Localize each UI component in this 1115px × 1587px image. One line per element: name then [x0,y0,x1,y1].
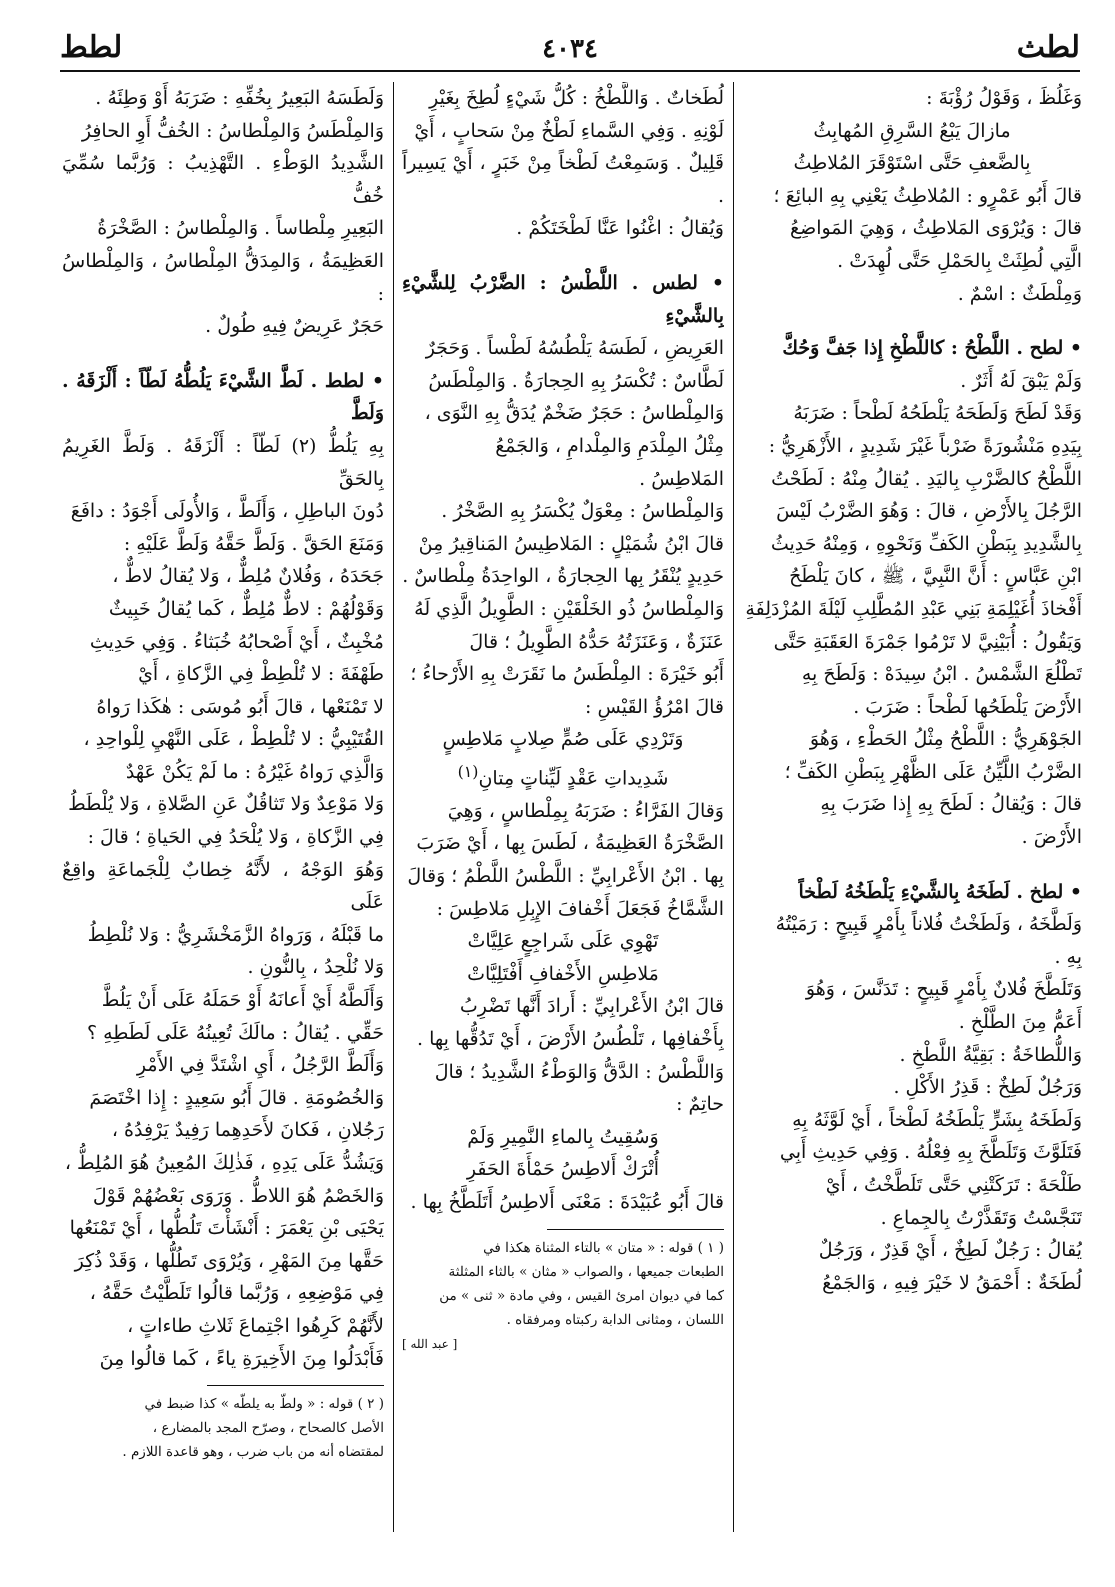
text-line: قالَ ابْنُ الأَعْرابِيِّ : أَرادَ أَنَّها تَضْرِبُ [459,995,724,1018]
text-line: بِهِ يَلُطُّ (٢) لَطّاً : أَلْزَقَهُ . وَلَطَّ الغَرِيمُ بِالحَقِّ [62,434,384,490]
page-number: ٤٠٣٤ [542,34,598,64]
text-line: وَقالَ الفَرَّاءُ : ضَرَبَهُ بِمِلْطاسٍ ، وَهِيَ [447,799,724,822]
footnote-line: اللسان ، ومثانى الدابة ركبتاه ومرفقاه . [506,1311,724,1328]
verse-line: تَهْوِي عَلَى شَراجِعٍ عَلِيَّاتْ [467,930,659,953]
column-right [742,82,1082,1532]
text-line: العَظِيمَةُ ، وَالمِدَقُّ المِلْطاسُ ، وَالمِلْطاسُ : [62,249,384,305]
column-divider [393,82,394,1532]
footnote-line: الطبعات جميعها ، والصواب « مثان » بالثاء المثلثة [448,1263,724,1280]
verse-line [402,756,724,795]
text-line: يُقالُ : رَجُلٌ لَطِخٌ ، أَيْ قَذِرٌ ، وَرَجُلٌ [818,1239,1082,1262]
text-line: دُونَ الباطِلِ ، وَأَلَطَّ ، وَالأُولَى أَجْوَدُ : دافَعَ [70,500,384,523]
text-line: أَفْخاذَ أُغَيْلِمَةِ بَنِي عَبْدِ المُطَّلِبِ لَيْلَةَ المُزْدَلِفَةِ [745,597,1082,620]
text-line: وَمِلْطَثٌ : اسْمٌ . [957,282,1082,305]
verse-text: شَدِيداتِ عَقْدٍ لَيِّناتٍ مِتانِ [478,767,669,790]
text-line: وَتَلَطَّخَ فُلانٌ بِأَمْرٍ قَبِيحٍ : تَدَنَّسَ ، وَهُوَ [805,978,1082,1001]
text-line: وَأَلَطَّهُ أَيْ أَعانَهُ أَوْ حَمَلَهُ عَلَى أَنْ يَلُطَّ [101,989,384,1012]
text-line: وَأَلَطَّ الرَّجُلُ ، أَيِ اشْتَدَّ فِي الأَمْرِ [136,1054,384,1077]
text-line: المَلاطِسُ . [639,467,724,490]
text-line: العَرِيضِ ، لَطَسَهُ يَلْطُسُهُ لَطْساً . وَحَجَرٌ [425,337,724,360]
text-line: القُتَيْبِيُّ : لا تُلْطِطْ ، عَلَى النَّهْيِ لِلْواحِدِ ، [83,728,384,751]
text-line: رَجُلانِ ، فَكانَ لأَحَدِهِما رَفِيدٌ يَرْفِدُهُ ، [111,1119,384,1142]
text-line: طَلْحَةَ : تَرَكَتْنِي حَتَّى تَلَطَّخْتُ ، أَيْ [825,1174,1082,1196]
footnote-divider [207,1385,384,1386]
text-line: بِها . ابْنُ الأَعْرابِيِّ : اللَّطْسُ اللَّطْمُ ؛ وَقالَ [407,864,724,887]
text-line: البَعِيرِ مِلْطاساً . وَالمِلْطاسُ : الصَّخْرَةُ [97,217,384,240]
text-line: وَلَمْ يَبْقَ لَهُ أَثَرٌ . [960,369,1082,392]
text-line: وَالمِلْطاسُ : حَجَرٌ ضَخْمٌ يُدَقُّ بِهِ النَّوَى ، [424,402,724,425]
text-line: وَمَنَعَ الحَقَّ . وَلَطَّ حَقَّهُ وَلَطَّ عَلَيْهِ : [123,532,384,555]
text-line: وَيَقُولُ : أُبَيْنِيَّ لا تَرْمُوا جَمْرَةَ العَقَبَةِ حَتَّى [773,630,1082,653]
text-line: وَقَوْلُهُمْ : لاطٌّ مُلِطٌّ ، كَما يُقالُ خَبِيثٌ [108,597,384,620]
text-line: بِهِ . [1054,945,1082,968]
text-line: الصَّخْرَةُ العَظِيمَةُ ، لَطَسَ بِها ، أَيْ ضَرَبَ [416,832,724,855]
footnote-line: ( ٢ ) قوله : « ولطّ به يلطّه » كذا ضبط في [144,1396,384,1413]
text-line: وَيَشُدُّ عَلَى يَدِهِ ، فَذٰلِكَ المُعِينُ هُوَ المُلِطُّ ، [64,1152,384,1174]
text-line: وَالمِلْطاسُ ذُو الخَلْقَيْنِ : الطَّوِيلُ الَّذِي لَهُ [414,597,724,620]
header-right-word: لطث [1016,30,1080,65]
entry-heading: • لطط . لَطَّ الشَّيْءَ يَلُطُّهُ لَطّاً : أَلْزَقَهُ . وَلَطَّ [62,369,384,425]
footnote-divider [547,1229,724,1230]
text-line: لا تَمْنَعْها ، قالَ أَبُو مُوسَى : هٰكَذا رَواهُ [96,695,384,718]
text-line: لُطَخَةٌ : أَحْمَقُ لا خَيْرَ فِيهِ ، وَالجَمْعُ [822,1271,1082,1294]
text-line: وَلا نُلْحِدُ ، بِالنُّونِ . [247,956,384,979]
text-line: مِثْلُ المِلْدَمِ وَالمِلْدامِ ، وَالجَمْعُ [495,434,724,457]
text-line: ما قَبْلَهُ ، وَرَواهُ الزَّمَخْشَرِيُّ : وَلا نُلْطِطُ [87,923,384,946]
column-left [62,82,384,1532]
text-line: قَلِيلٌ . وَسَمِعْتُ لَطْخاً مِنْ خَبَرٍ ، أَيْ يَسِيراً . [402,152,724,207]
text-line: الرَّجُلَ بِالأَرْضِ ، قالَ : وَهُوَ الضَّرْبُ لَيْسَ [776,500,1082,523]
entry-heading: • لطخ . لَطَخَهُ بِالشَّيْءِ يَلْطَخُهُ لَطْخاً [798,880,1082,903]
verse-line: مَلاطِسِ الأَخْفافِ أَفْتَلِيَّاتْ [467,962,659,985]
text-line: أَعَمُّ مِنَ الطَّلْخِ . [958,1011,1082,1034]
text-line: أَبُو خَيْرَةَ : المِلْطَسُ ما نَقَرَتْ بِهِ الأَرْحاءُ ؛ [410,663,724,686]
text-line: قالَ ابْنُ شُمَيْلٍ : المَلاطِيسُ المَناقِيرُ مِنْ [418,532,724,555]
text-line: حَدِيدٍ يُنْقَرُ بِها الحِجارَةُ ، الواحِدَةُ مِلْطاسٌ . [402,565,724,588]
text-line: الشَّمَّاخُ فَجَعَلَ أَخْفافَ الإِبِلِ مَلاطِسَ : [436,897,724,920]
text-line: الضَّرْبُ اللَّيِّنُ عَلَى الظَّهْرِ بِبَطْنِ الكَفِّ ؛ [784,760,1082,783]
text-line: بِالشَّدِيدِ بِبَطْنِ الكَفِّ وَنَحْوِهِ ، وَمِنْهُ حَدِيثُ [770,532,1082,555]
text-line: ابْنِ عَبَّاسٍ : أَنَّ النَّبِيَّ ، ﷺ ، كانَ يَلْطَحُ [789,565,1082,588]
text-line: طَهْفَةَ : لا تُلْطِطْ فِي الزَّكاةِ ، أَيْ [138,663,384,686]
text-line: فَأَبْدَلُوا مِنَ الأَخِيرَةِ ياءً ، كَما قالُوا مِنَ [99,1347,384,1370]
verse-line: أُتْرَكْ أَلاطِسُ حَمْأَةَ الحَفَرِ [466,1158,660,1181]
footnote-line: كما في ديوان امرئ القيس ، وفي مادة « ثنى » من [439,1287,724,1304]
text-line: وَهُوَ الوَجْهُ ، لأَنَّهُ خِطابٌ لِلْجَماعَةِ واقِعٌ عَلَى [62,858,384,914]
column-divider [733,82,734,1532]
text-line: حَجَرٌ عَرِيضٌ فِيهِ طُولٌ . [205,315,384,338]
text-line: وَغَلُظَ ، وَقَوْلُ رُؤْبَةَ : [926,87,1082,109]
text-line: وَلَطَخَهُ بِشَرٍّ يَلْطَخُهُ لَطْخاً ، أَيْ لَوَّثَهُ بِهِ [792,1108,1082,1131]
text-line: لأَنَّهُمْ كَرِهُوا اجْتِماعَ ثَلاثِ طاءاتٍ ، [127,1314,384,1337]
text-line: وَلَطَسَهُ البَعِيرُ بِخُفِّهِ : ضَرَبَهُ أَوْ وَطِئَهُ . [95,87,384,109]
text-line: وَالخُصُومَةِ . قالَ أَبُو سَعِيدٍ : إِذا اخْتَصَمَ [89,1086,384,1109]
text-line: تَطْلُعَ الشَّمْسُ . ابْنُ سِيدَهْ : وَلَطَحَ بِهِ [801,663,1082,686]
text-line: بِيَدِهِ مَنْشُورَةً ضَرْباً غَيْرَ شَدِيدٍ ، الأَزْهَرِيُّ : [768,434,1082,457]
text-line: حَقَّها مِنَ المَهْرِ ، وَيُرْوَى تَطُلُّها ، وَقَدْ ذُكِرَ [74,1249,384,1272]
verse-line: مازالَ يَبْعُ السَّرِقِ المُهابِثُ [813,119,1011,142]
footnote-line: ( ١ ) قوله : « متان » بالتاء المثناة هكذا في [483,1239,724,1256]
text-line: وَرَجُلٌ لَطِخٌ : قَذِرُ الأَكْلِ . [893,1076,1082,1099]
text-line: لَوْنِهِ . وَفِي السَّماءِ لَطْخٌ مِنْ سَحابٍ ، أَيْ [414,119,724,142]
entry-heading: • لطس . اللَّطْسُ : الضَّرْبُ لِلشَّيْءِ بِالشَّيْءِ [402,271,724,327]
text-line: وَالمِلْطَسُ وَالمِلْطاسُ : الخُفُّ أَوِ الحافِرُ [81,119,384,142]
text-line: حَقِّي . يُقالُ : مالَكَ تُعِينُهُ عَلَى لَطَطِهِ ؟ [86,1021,384,1044]
text-line: قالَ أَبُو عُبَيْدَةَ : مَعْنَى أَلاطِسُ أَتَلَطَّخُ بِها . [410,1190,724,1213]
text-line: يَحْيَى بْنِ يَعْمَرَ : أَنْشَأْتَ تَلُطُّها ، أَيْ تَمْنَعُها [69,1217,384,1240]
text-line: فِي مَوْضِعِهِ ، وَرُبَّما قالُوا تَلَطَّيْتُ حَقَّهُ ، [89,1282,384,1305]
text-line: قالَ : وَيُرْوَى المَلاطِثُ ، وَهِيَ المَواضِعُ [789,217,1082,240]
text-line: قالَ : وَيُقالُ : لَطَحَ بِهِ إِذا ضَرَبَ بِهِ [820,793,1082,816]
text-line: بِأَخْفافِها ، تَلْطُسُ الأَرْضَ ، أَيْ تَدُقُّها بِها . [417,1027,724,1050]
entry-heading: • لطح . اللَّطْحُ : كاللَّطْخِ إِذا جَفَّ وَحُكَّ [782,337,1082,360]
text-line: فَتَلَوَّثَ وَتَلَطَّخَ بِهِ فِعْلُهُ . وَفِي حَدِيثِ أَبِي [779,1141,1082,1164]
text-line: لَطَّاسٌ : تُكْسَرُ بِهِ الحِجارَةُ . وَالمِلْطَسُ [428,369,724,392]
footnote-line: الأصل كالصحاح ، وصرّح المجد بالمضارع ، [152,1420,384,1437]
text-line: وَلَطَّخَهُ ، وَلَطَخْتُ فُلاناً بِأَمْرٍ قَبِيحٍ : رَمَيْتُهُ [775,913,1082,936]
text-line: الَّتِي لُطِثَتْ بِالحَمْلِ حَتَّى لُهِدَتْ . [837,249,1082,272]
text-line: جَحَدَهُ ، وَفُلانٌ مُلِطٌّ ، وَلا يُقالُ لاطٌّ ، [112,565,384,588]
text-line: وَيُقالُ : اغْنُوا عَنَّا لَطْخَتَكُمْ . [516,217,724,240]
text-line: وَالمِلْطاسُ : مِعْوَلٌ يُكْسَرُ بِهِ الصَّخْرُ . [441,500,724,523]
text-line: الشَّدِيدُ الوَطْءِ . التَّهْذِيبُ : وَرُبَّما سُمِّيَ خُفُّ [62,152,384,207]
text-line: الأَرْضَ يَلْطَحُها لَطْحاً : ضَرَبَ . [853,695,1082,718]
text-line: مُخْبِثٌ ، أَيْ أَصْحابُهُ خُبَثاءُ . وَفِي حَدِيثِ [89,630,384,653]
verse-line: وَسُقِيتُ بِالماءِ النَّمِيرِ وَلَمْ [467,1125,659,1148]
text-line: لُطَخاتٌ . وَاللَّطْخُ : كُلُّ شَيْءٍ لُطِخَ بِغَيْرِ [429,87,724,109]
text-line: فِي الزَّكاةِ ، وَلا يُلْحَدُ فِي الحَياةِ ؛ قالَ : [87,826,384,849]
header-left-word: لطط [60,30,123,65]
footnote-line: لمقتضاه أنه من باب ضرب ، وهو قاعدة اللازم . [122,1444,384,1461]
text-line: اللَّطْحُ كالضَّرْبِ بِاليَدِ . يُقالُ مِنْهُ : لَطَحْتُ [771,467,1082,490]
text-line: وَاللَّطْسُ : الدَّقُّ وَالوَطْءُ الشَّدِيدُ ؛ قالَ [434,1060,724,1083]
text-line: حاتِمٌ : [676,1093,724,1116]
footnote-marker: (١) [457,761,479,781]
text-line: وَالَّذِي رَواهُ غَيْرُهُ : ما لَمْ يَكُنْ عَهْدٌ [125,760,384,783]
text-line: الجَوْهَرِيُّ : اللَّطْحُ مِثْلُ الحَطْءِ ، وَهُوَ [809,728,1082,751]
verse-line: بِالضَّعفِ حَتَّى اسْتَوْقَرَ المُلاطِثُ [793,152,1031,175]
text-line: وَالخَصْمُ هُوَ اللاطُّ . وَرَوَى بَعْضُهُمْ قَوْلَ [92,1184,384,1207]
column-middle [402,82,724,1532]
text-line: قالَ أَبُو عَمْرٍو : المُلاطِثُ يَعْنِي بِهِ البائِعَ ؛ [773,184,1082,207]
verse-line: وَتَرْدِي عَلَى صُمٍّ صِلابٍ مَلاطِسٍ [442,728,684,751]
text-line: وَلا مَوْعِدٌ وَلا تَثاقُلٌ عَنِ الصَّلاةِ ، وَلا يُلْطَطُ [68,793,384,816]
text-line: وَاللُّطاخَةُ : بَقِيَّةُ اللَّطْخِ . [899,1043,1082,1066]
footnote-signature: [ عبد الله ] [402,1336,458,1351]
text-line: الأَرْضَ . [1021,826,1082,849]
page-header [60,30,1080,72]
text-line: عَنَزَةٌ ، وَعَنَزَتُهُ حَدُّهُ الطَّوِيلُ ؛ قالَ [469,630,724,653]
text-line: قالَ امْرُؤُ القَيْسِ : [585,695,724,718]
text-line: وَقَدْ لَطَحَ وَلَطَحَهُ يَلْطَحُهُ لَطْحاً : ضَرَبَهُ [793,402,1082,425]
text-line: تَنَجَّسْتُ وَتَقَذَّرْتُ بِالجِماعِ . [880,1206,1082,1229]
